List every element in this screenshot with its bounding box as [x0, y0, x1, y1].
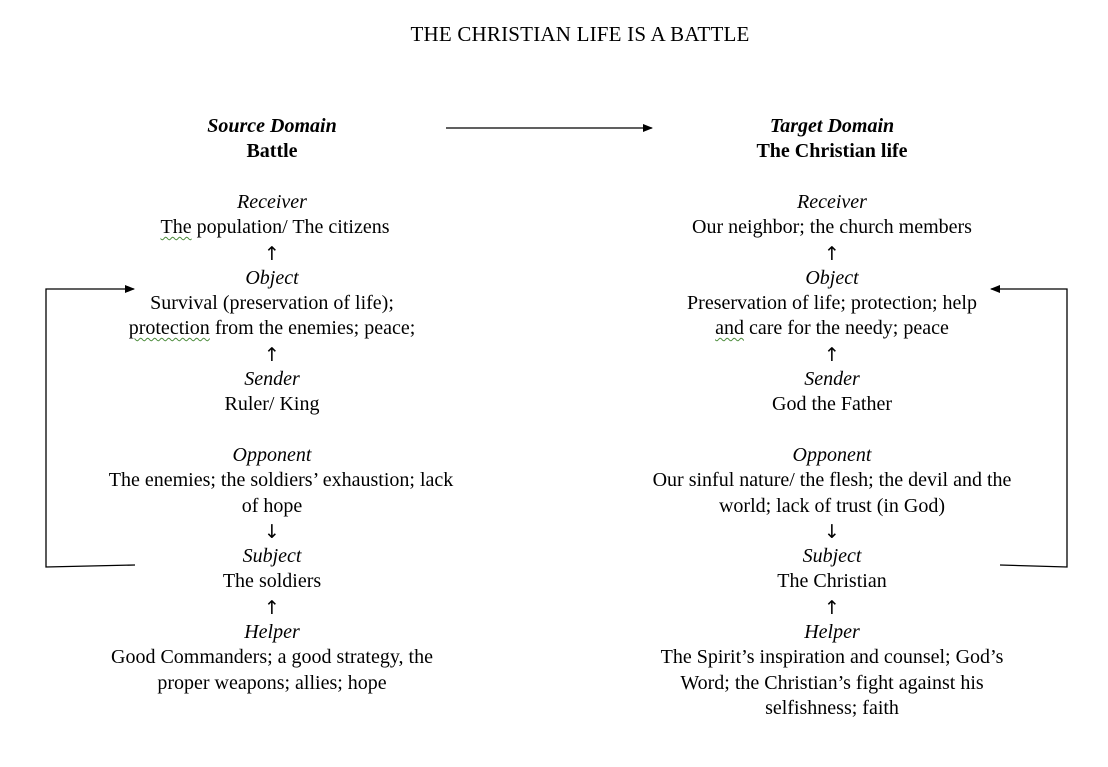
source-receiver-label: Receiver [237, 191, 307, 213]
source-object-label: Object [245, 267, 299, 289]
source-opponent-text-1: The enemies; the soldiers’ exhaustion; lack [108, 469, 454, 491]
target-opponent-text-1: Our sinful nature/ the flesh; the devil and the [652, 469, 1012, 491]
source-receiver-text: The population/ The citizens [160, 216, 390, 238]
target-down-arrow: ↓ [824, 521, 840, 543]
target-helper-text-3: selfishness; faith [765, 697, 899, 719]
source-opponent-text-2: of hope [241, 495, 303, 517]
source-down-arrow: ↓ [264, 521, 280, 543]
diagram-title: THE CHRISTIAN LIFE IS A BATTLE [410, 22, 750, 46]
target-domain-label: Target Domain [769, 115, 895, 137]
target-opponent-text-2: world; lack of trust (in God) [718, 495, 946, 517]
target-helper-text-1: The Spirit’s inspiration and counsel; God’s [660, 646, 1004, 668]
source-object-text-1: Survival (preservation of life); [150, 292, 394, 314]
target-object-text-2: and care for the needy; peace [715, 317, 949, 339]
target-receiver-label: Receiver [797, 191, 867, 213]
right-feedback-arrow [991, 289, 1067, 567]
target-sender-label: Sender [804, 368, 860, 390]
source-helper-label: Helper [244, 621, 300, 643]
target-subject-label: Subject [802, 545, 862, 567]
target-helper-label: Helper [804, 621, 860, 643]
target-up-arrow-1: ↑ [824, 243, 840, 265]
target-domain-name: The Christian life [756, 140, 908, 162]
source-sender-text: Ruler/ King [224, 393, 320, 415]
target-subject-text: The Christian [777, 570, 887, 592]
source-opponent-label: Opponent [232, 444, 312, 466]
target-up-arrow-3: ↑ [824, 597, 840, 619]
source-helper-text-1: Good Commanders; a good strategy, the [111, 646, 433, 668]
target-sender-text: God the Father [772, 393, 892, 415]
source-subject-label: Subject [242, 545, 302, 567]
target-helper-text-2: Word; the Christian’s fight against his [680, 672, 984, 694]
target-receiver-text: Our neighbor; the church members [692, 216, 972, 238]
target-up-arrow-2: ↑ [824, 344, 840, 366]
target-object-text-1: Preservation of life; protection; help [687, 292, 977, 314]
source-domain-name: Battle [246, 140, 298, 162]
source-up-arrow-3: ↑ [264, 597, 280, 619]
source-up-arrow-2: ↑ [264, 344, 280, 366]
source-helper-text-2: proper weapons; allies; hope [157, 672, 387, 694]
source-subject-text: The soldiers [222, 570, 322, 592]
source-domain-label: Source Domain [207, 115, 337, 137]
source-up-arrow-1: ↑ [264, 243, 280, 265]
left-feedback-arrow [46, 289, 135, 567]
target-opponent-label: Opponent [792, 444, 872, 466]
source-sender-label: Sender [244, 368, 300, 390]
source-object-text-2: protection from the enemies; peace; [128, 317, 416, 339]
target-object-label: Object [805, 267, 859, 289]
